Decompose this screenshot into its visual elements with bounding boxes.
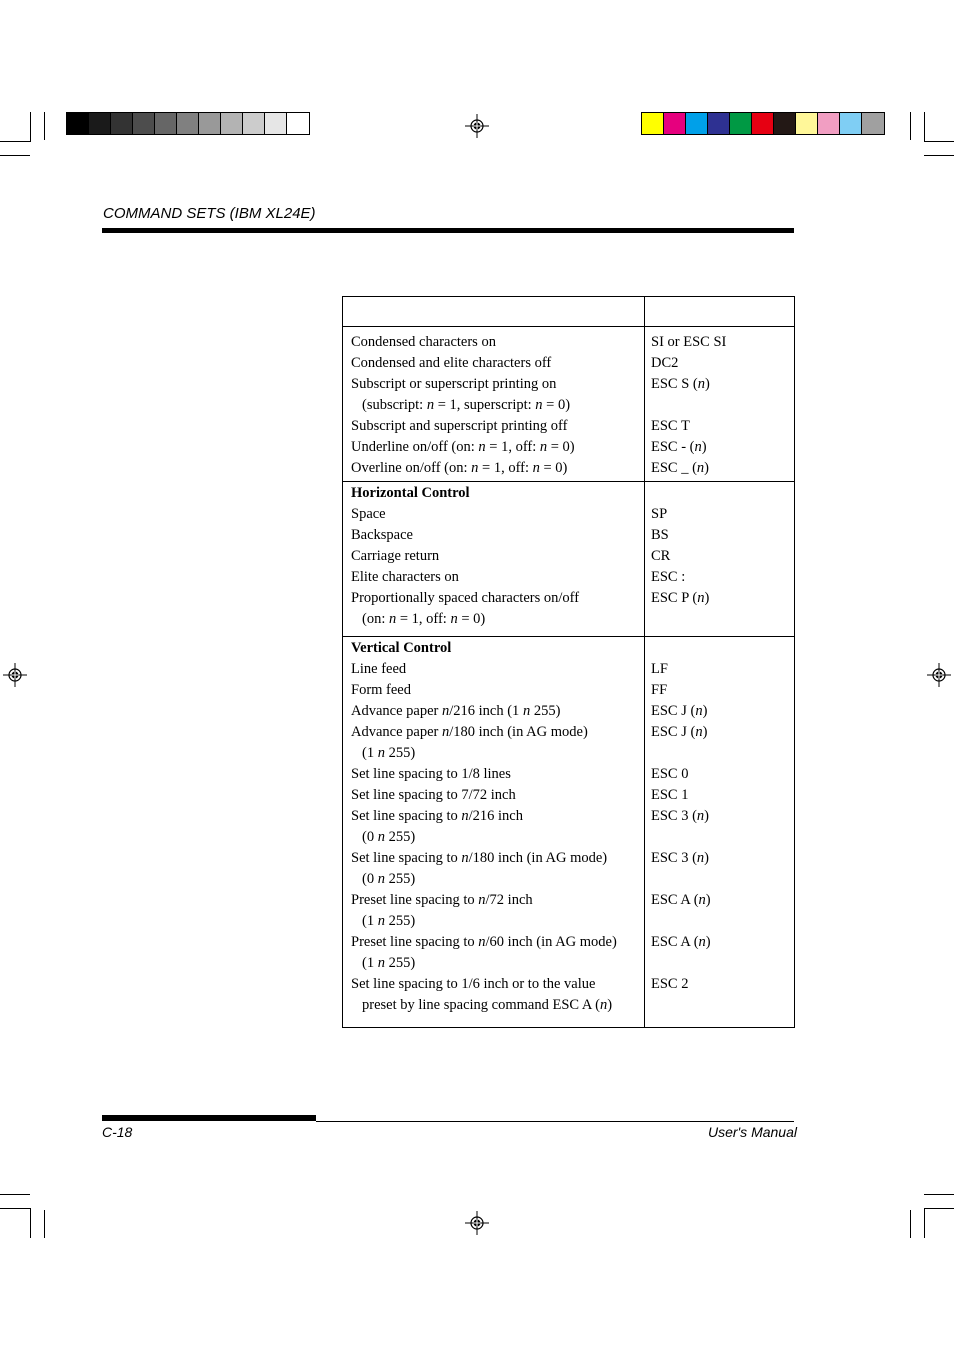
function-description: Set line spacing to 1/6 inch or to the value	[351, 976, 596, 992]
function-description: Proportionally spaced characters on/off	[351, 590, 580, 606]
function-description: (0 n 255)	[362, 871, 416, 887]
color-swatch	[177, 113, 199, 134]
command-code: FF	[651, 682, 668, 698]
command-code: ESC 3 (n)	[651, 850, 710, 866]
command-code: LF	[651, 661, 668, 677]
color-swatch	[840, 113, 862, 134]
color-swatch	[708, 113, 730, 134]
color-swatch	[133, 113, 155, 134]
function-description: Condensed characters on	[351, 334, 496, 350]
function-description: Elite characters on	[351, 569, 459, 585]
command-code: ESC J (n)	[651, 724, 708, 740]
table-row	[343, 567, 794, 588]
crop-mark	[0, 1208, 30, 1209]
footer-rule-thick	[102, 1115, 316, 1121]
crop-mark	[910, 112, 911, 140]
crop-mark	[924, 1194, 954, 1195]
table-row	[343, 680, 794, 701]
table-row	[343, 995, 794, 1016]
table-row	[343, 437, 794, 458]
color-swatch	[199, 113, 221, 134]
command-code: ESC 3 (n)	[651, 808, 710, 824]
command-code: ESC A (n)	[651, 934, 711, 950]
command-code: ESC T	[651, 418, 690, 434]
function-description: Line feed	[351, 661, 407, 677]
table-row	[343, 911, 794, 932]
color-swatch	[818, 113, 840, 134]
color-swatch	[752, 113, 774, 134]
color-swatch	[221, 113, 243, 134]
color-swatch	[862, 113, 884, 134]
table-row	[343, 932, 794, 953]
command-code: ESC S (n)	[651, 376, 710, 392]
function-description: preset by line spacing command ESC A (n)	[362, 997, 613, 1013]
table-row	[343, 374, 794, 395]
function-description: Space	[351, 506, 386, 522]
table-row	[343, 869, 794, 890]
registration-mark-icon	[3, 663, 27, 687]
command-code: ESC 0	[651, 766, 689, 782]
command-code: ESC 1	[651, 787, 689, 803]
table-row	[343, 827, 794, 848]
table-row	[343, 504, 794, 525]
function-description: (subscript: n = 1, superscript: n = 0)	[362, 397, 571, 413]
crop-mark	[924, 1208, 925, 1238]
section-divider	[343, 481, 794, 482]
color-swatch	[774, 113, 796, 134]
table-row	[343, 353, 794, 374]
function-description: Set line spacing to n/216 inch	[351, 808, 523, 824]
table-row	[343, 764, 794, 785]
color-swatch	[89, 113, 111, 134]
command-code: ESC A (n)	[651, 892, 711, 908]
function-description: (on: n = 1, off: n = 0)	[362, 611, 486, 627]
table-row	[343, 659, 794, 680]
command-code: ESC 2	[651, 976, 689, 992]
color-swatch	[796, 113, 818, 134]
color-swatch	[642, 113, 664, 134]
function-description: Set line spacing to 1/8 lines	[351, 766, 511, 782]
section-divider	[343, 636, 794, 637]
command-code: SI or ESC SI	[651, 334, 727, 350]
table-row	[343, 953, 794, 974]
command-code: ESC P (n)	[651, 590, 710, 606]
command-table	[342, 296, 795, 1028]
function-description: Subscript or superscript printing on	[351, 376, 557, 392]
crop-mark	[30, 1208, 31, 1238]
table-row	[343, 546, 794, 567]
crop-mark	[924, 1208, 954, 1209]
command-code: ESC _ (n)	[651, 460, 710, 476]
function-description: Overline on/off (on: n = 1, off: n = 0)	[351, 460, 568, 476]
table-row	[343, 890, 794, 911]
function-description: (1 n 255)	[362, 745, 416, 761]
color-swatch	[686, 113, 708, 134]
table-row	[343, 609, 794, 630]
color-swatch	[265, 113, 287, 134]
crop-mark	[44, 1210, 45, 1238]
crop-mark	[924, 141, 954, 142]
color-swatch	[664, 113, 686, 134]
function-description: Advance paper n/180 inch (in AG mode)	[351, 724, 588, 740]
command-code: ESC :	[651, 569, 686, 585]
function-description: Form feed	[351, 682, 411, 698]
header-rule	[102, 228, 794, 233]
color-swatch	[287, 113, 309, 134]
crop-mark	[0, 155, 30, 156]
function-description: Advance paper n/216 inch (1 n 255)	[351, 703, 561, 719]
table-header-row	[343, 301, 794, 322]
command-code: ESC - (n)	[651, 439, 707, 455]
crop-mark	[924, 112, 925, 142]
function-description: (0 n 255)	[362, 829, 416, 845]
table-row	[343, 701, 794, 722]
manual-title: User's Manual	[707, 1124, 797, 1140]
function-description: Carriage return	[351, 548, 440, 564]
table-row	[343, 416, 794, 437]
command-code: BS	[651, 527, 669, 543]
page-number: C-18	[102, 1124, 133, 1140]
table-row	[343, 806, 794, 827]
section-title: Vertical Control	[351, 640, 452, 656]
function-description: Set line spacing to 7/72 inch	[351, 787, 516, 803]
registration-mark-icon	[465, 114, 489, 138]
function-description: Underline on/off (on: n = 1, off: n = 0)	[351, 439, 575, 455]
color-swatch	[730, 113, 752, 134]
footer-rule-thin	[316, 1121, 794, 1122]
color-calibration-bar	[641, 112, 885, 135]
table-row	[343, 395, 794, 416]
header-row-divider	[343, 326, 794, 327]
section-title-row	[343, 638, 794, 659]
command-code: DC2	[651, 355, 679, 371]
crop-mark	[910, 1210, 911, 1238]
running-head: COMMAND SETS (IBM XL24E)	[103, 205, 316, 222]
table-row	[343, 722, 794, 743]
section-title: Horizontal Control	[351, 485, 470, 501]
table-row	[343, 588, 794, 609]
function-description: Preset line spacing to n/60 inch (in AG mode)	[351, 934, 617, 950]
color-swatch	[67, 113, 89, 134]
function-description: Backspace	[351, 527, 413, 543]
function-description: Preset line spacing to n/72 inch	[351, 892, 533, 908]
crop-mark	[44, 112, 45, 140]
color-swatch	[111, 113, 133, 134]
crop-mark	[0, 141, 30, 142]
function-description: Subscript and superscript printing off	[351, 418, 568, 434]
crop-mark	[924, 155, 954, 156]
function-description: Set line spacing to n/180 inch (in AG mode)	[351, 850, 608, 866]
command-code: ESC J (n)	[651, 703, 708, 719]
function-description: (1 n 255)	[362, 955, 416, 971]
color-swatch	[243, 113, 265, 134]
command-code: SP	[651, 506, 668, 522]
registration-mark-icon	[465, 1211, 489, 1235]
command-code: CR	[651, 548, 671, 564]
table-row	[343, 785, 794, 806]
table-row	[343, 458, 794, 479]
table-row	[343, 332, 794, 353]
registration-mark-icon	[927, 663, 951, 687]
section-title-row	[343, 483, 794, 504]
color-swatch	[155, 113, 177, 134]
function-description: (1 n 255)	[362, 913, 416, 929]
table-row	[343, 974, 794, 995]
crop-mark	[30, 112, 31, 142]
gray-calibration-bar	[66, 112, 310, 135]
function-description: Condensed and elite characters off	[351, 355, 552, 371]
table-row	[343, 525, 794, 546]
crop-mark	[0, 1194, 30, 1195]
table-row	[343, 848, 794, 869]
table-row	[343, 743, 794, 764]
